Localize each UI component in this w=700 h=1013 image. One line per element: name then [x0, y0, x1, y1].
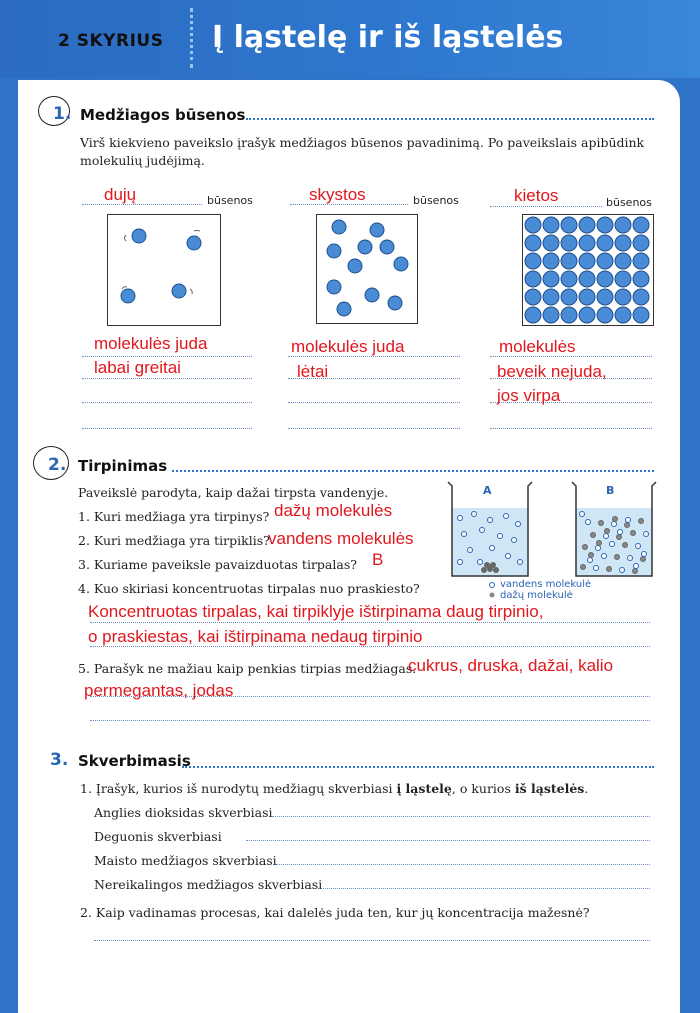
s3-q2: 2. Kaip vadinamas procesas, kai dalelės juda ten, kur jų koncentracija mažesnė?	[80, 905, 590, 920]
s3-item-4-line[interactable]	[318, 888, 650, 889]
beaker-b-label: B	[606, 484, 615, 497]
s3-q1-text-a: 1. Įrašyk, kurios iš nurodytų medžiagų skverbiasi	[80, 781, 397, 796]
desc-answer-2b: lėtai	[297, 362, 329, 381]
state-blank-3[interactable]	[490, 206, 602, 207]
s3-item-2-line[interactable]	[246, 840, 650, 841]
desc-answer-1a: molekulės juda	[94, 334, 208, 353]
desc-answer-3b: beveik nejuda,	[497, 362, 607, 381]
s3-q1-out: iš ląstelės	[514, 781, 585, 796]
s3-q1	[80, 780, 588, 798]
s2-q2: 2. Kuri medžiaga yra tirpiklis?	[78, 533, 270, 548]
beakers-diagram	[440, 478, 660, 583]
s3-q2-line[interactable]	[94, 940, 650, 941]
desc-line-2c[interactable]	[288, 402, 460, 403]
s2-q3: 3. Kuriame paveiksle pavaizduotas tirpalas?	[78, 557, 357, 572]
s2-q1: 1. Kuri medžiaga yra tirpinys?	[78, 509, 270, 524]
s2-a1: dažų molekulės	[274, 501, 393, 520]
s3-item-4: Nereikalingos medžiagos skverbiasi	[94, 877, 323, 892]
s3-item-3: Maisto medžiagos skverbiasi	[94, 853, 277, 868]
busenos-label-3: būsenos	[606, 196, 652, 209]
desc-line-1a[interactable]	[82, 356, 252, 357]
s3-item-1-line[interactable]	[272, 816, 650, 817]
s2-q5-line2[interactable]	[90, 720, 650, 721]
state-answer-1: dujų	[104, 185, 137, 204]
s3-item-2: Deguonis skverbiasi	[94, 829, 222, 844]
beaker-a-label: A	[483, 484, 492, 497]
s2-q4-line1[interactable]	[90, 622, 650, 623]
desc-answer-1b: labai greitai	[94, 358, 181, 377]
s3-q1-text-e: .	[584, 781, 589, 796]
s2-a2: vandens molekulės	[268, 529, 414, 548]
s2-a5-line1: cukrus, druska, dažai, kalio	[408, 656, 614, 675]
section-1-instruction: Virš kiekvieno paveikslo įrašyk medžiagos būsenos pavadinimą. Po paveikslais apibūdink	[80, 135, 645, 150]
solid-diagram	[522, 214, 654, 326]
desc-answer-3a: molekulės	[499, 337, 576, 356]
s3-q1-text-c: , o kurios	[451, 781, 515, 796]
section-1-rule	[246, 118, 654, 120]
section-3-title: Skverbimasis	[78, 752, 191, 770]
desc-answer-3c: jos virpa	[497, 386, 561, 405]
section-1-number: 1.	[53, 104, 72, 124]
s2-a5-line2: permegantas, jodas	[84, 681, 234, 700]
section-3-number: 3.	[50, 750, 69, 770]
legend-dye: dažų molekulė	[500, 590, 573, 601]
desc-line-1b[interactable]	[82, 378, 252, 379]
state-blank-1[interactable]	[82, 204, 202, 205]
desc-line-3d[interactable]	[490, 428, 652, 429]
section-2-number: 2.	[48, 455, 67, 475]
desc-line-1c[interactable]	[82, 402, 252, 403]
chapter-title: Į ląstelę ir iš ląstelės	[212, 20, 564, 55]
desc-answer-2a: molekulės juda	[291, 337, 405, 356]
s2-a4-line1: Koncentruotas tirpalas, kai tirpiklyje ištirpinama daug tirpinio,	[88, 602, 544, 621]
s2-intro: Paveikslė parodyta, kaip dažai tirpsta vandenyje.	[78, 485, 389, 500]
s2-q5: 5. Parašyk ne mažiau kaip penkias tirpias medžiagas.	[78, 661, 417, 676]
s2-q4: 4. Kuo skiriasi koncentruotas tirpalas nuo praskiesto?	[78, 581, 420, 596]
s2-a3: B	[372, 550, 384, 569]
section-1-title: Medžiagos būsenos	[80, 106, 246, 124]
legend-water: vandens molekulė	[500, 579, 592, 590]
section-2-rule	[172, 470, 654, 472]
s2-a4-line2: o praskiestas, kai ištirpinama nedaug tirpinio	[88, 627, 423, 646]
section-3-rule	[182, 766, 654, 768]
chapter-number: 2 SKYRIUS	[58, 31, 164, 51]
gas-diagram	[107, 214, 221, 326]
section-1-instruction-2: molekulių judėjimą.	[80, 153, 205, 168]
desc-line-2d[interactable]	[288, 428, 460, 429]
liquid-diagram	[316, 214, 418, 324]
state-answer-3: kietos	[514, 186, 559, 205]
header-divider	[190, 8, 199, 68]
s3-q1-into: į ląstelę	[396, 781, 452, 796]
s3-item-3-line[interactable]	[276, 864, 650, 865]
legend-markers	[487, 580, 497, 602]
section-2-title: Tirpinimas	[78, 457, 168, 475]
chapter-header	[0, 0, 700, 78]
busenos-label-1: būsenos	[207, 194, 253, 207]
state-answer-2: skystos	[309, 185, 366, 204]
s3-item-1: Anglies dioksidas skverbiasi	[94, 805, 273, 820]
busenos-label-2: būsenos	[413, 194, 459, 207]
desc-line-1d[interactable]	[82, 428, 252, 429]
